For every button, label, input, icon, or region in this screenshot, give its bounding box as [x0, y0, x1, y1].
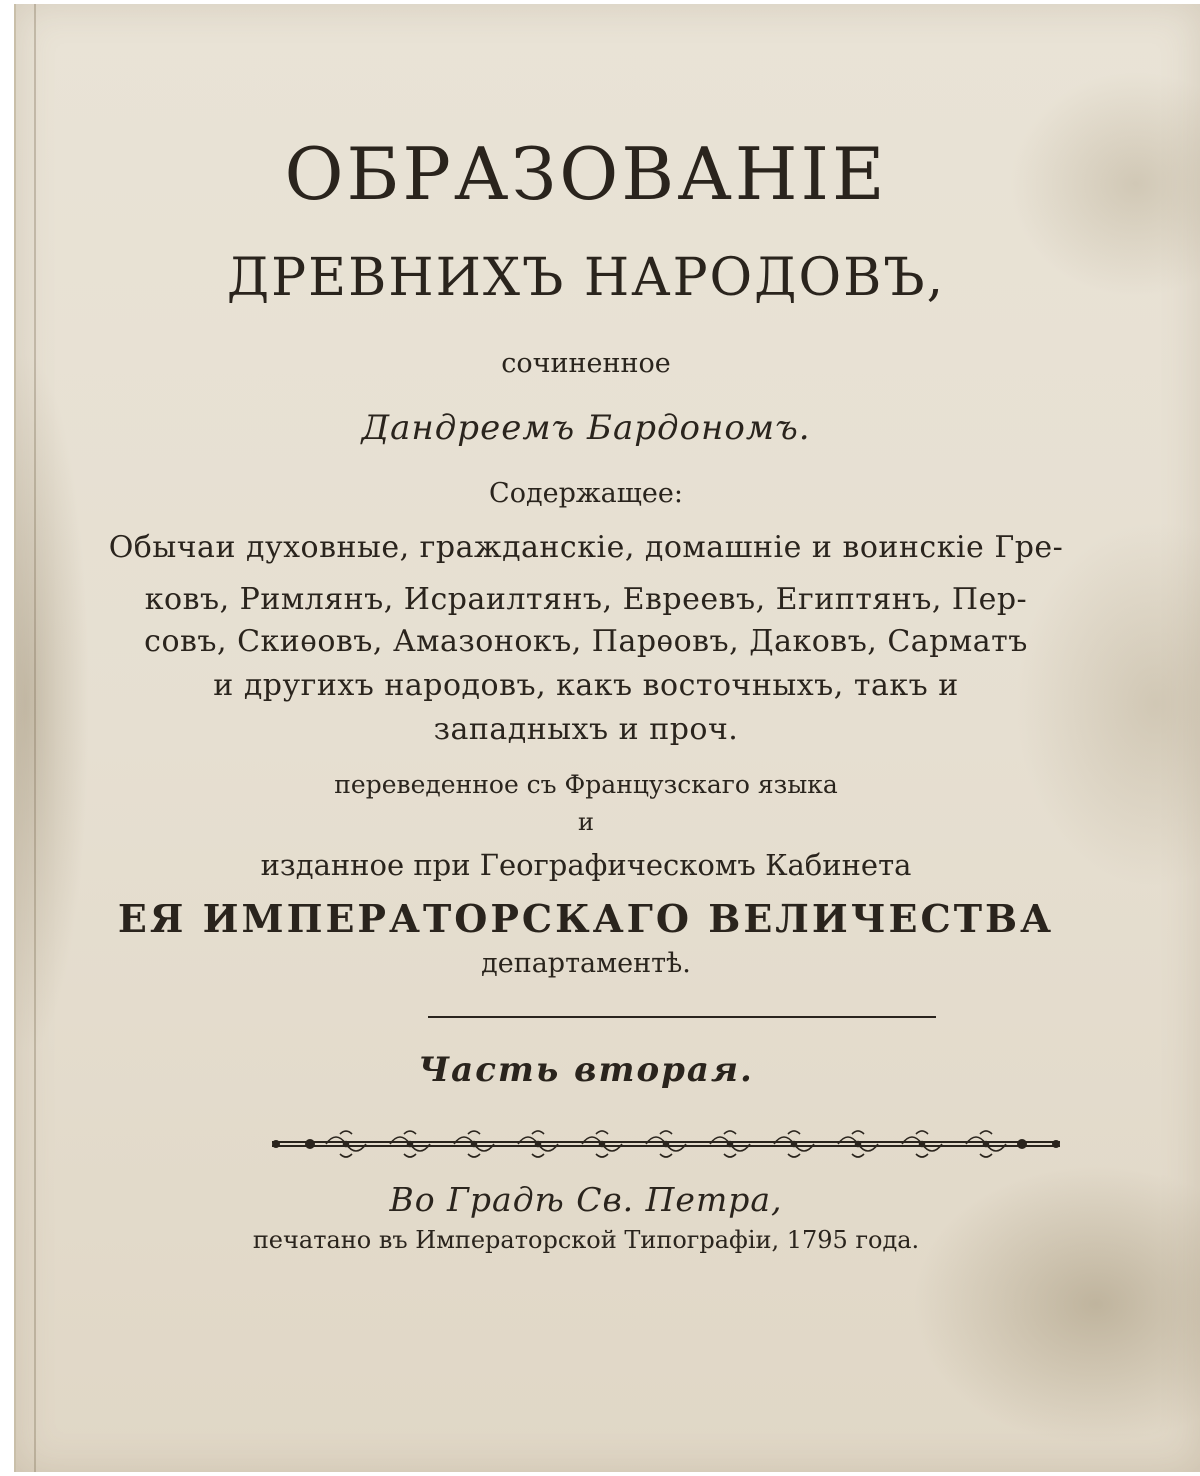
- author: Дандреемъ Бардономъ.: [361, 408, 811, 448]
- translation-note: переведенное съ Французскаго языка: [334, 770, 838, 799]
- body-line: ковъ, Римлянъ, Исраилтянъ, Евреевъ, Египтянъ, Пер-: [144, 582, 1028, 617]
- divider-rule: [428, 1016, 936, 1018]
- body-line: Обычаи духовные, гражданскіе, домашніе и воинскіе Гре-: [108, 530, 1064, 565]
- part-label: Часть вторая.: [418, 1050, 754, 1090]
- conjunction: и: [578, 808, 594, 836]
- imprint-printer: печатано въ Императорской Типографіи, 1795 года.: [252, 1226, 920, 1254]
- title-page: [14, 4, 1200, 1472]
- imprint-place: Во Градѣ Св. Петра,: [389, 1180, 783, 1219]
- body-line: совъ, Скиѳовъ, Амазонокъ, Парѳовъ, Даковъ, Сарматъ: [144, 624, 1028, 659]
- ornament-divider-icon: [266, 1124, 1066, 1160]
- department-line: департаментѣ.: [481, 948, 691, 979]
- subtitle: сочиненное: [501, 348, 671, 379]
- body-line: западныхъ и проч.: [433, 712, 739, 747]
- title-line-2: ДРЕВНИХЪ НАРОДОВЪ,: [226, 248, 946, 308]
- majesty-line: ЕЯ ИМПЕРАТОРСКАГО ВЕЛИЧЕСТВА: [117, 896, 1055, 941]
- contains-label: Содержащее:: [489, 478, 683, 509]
- body-line: и другихъ народовъ, какъ восточныхъ, такъ и: [213, 668, 959, 703]
- title-line-1: ОБРАЗОВАНІЕ: [284, 132, 888, 216]
- publication-note: изданное при Географическомъ Кабинета: [260, 848, 912, 882]
